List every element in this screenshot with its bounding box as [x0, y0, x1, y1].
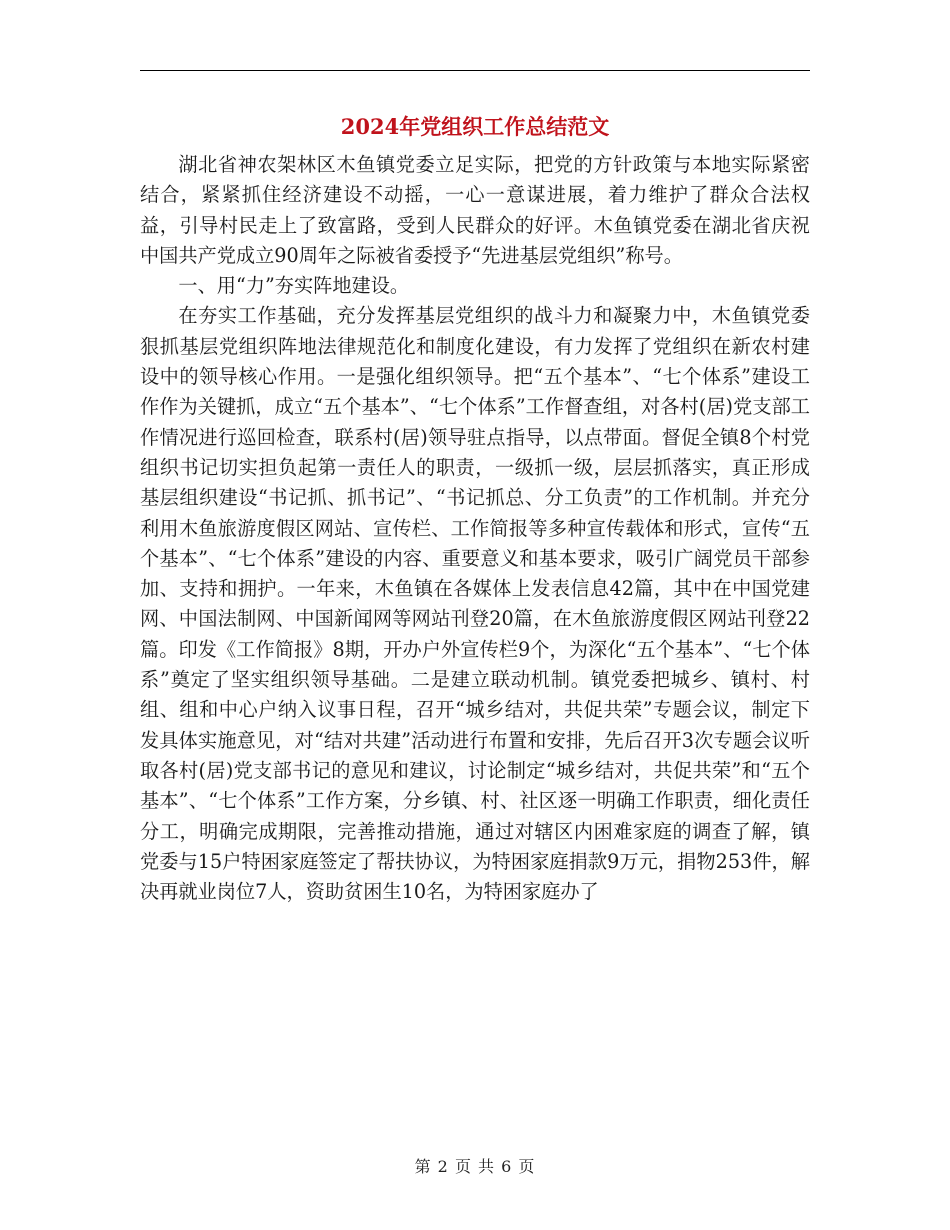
- page-number: 第 2 页 共 6 页: [414, 1157, 536, 1176]
- document-body: [140, 150, 810, 907]
- paragraph-section-1: 在夯实工作基础，充分发挥基层党组织的战斗力和凝聚力中，木鱼镇党委狠抓基层党组织阵地法律规范化和制度化建设，有力发挥了党组织在新农村建设中的领导核心作用。一是强化组织领导。把“五个基本”、“七个体系”建设工作作为关键抓，成立“五个基本”、“七个体系”工作督查组，对各村(居)党支部工作情况进行巡回检查，联系村(居)领导驻点指导，以点带面。督促全镇8个村党组织书记切实担负起第一责任人的职责，一级抓一级，层层抓落实，真正形成基层组织建设“书记抓、抓书记”、“书记抓总、分工负责”的工作机制。并充分利用木鱼旅游度假区网站、宣传栏、工作简报等多种宣传载体和形式，宣传“五个基本”、“七个体系”建设的内容、重要意义和基本要求，吸引广阔党员干部参加、支持和拥护。一年来，木鱼镇在各媒体上发表信息42篇，其中在中国党建网、中国法制网、中国新闻网等网站刊登20篇，在木鱼旅游度假区网站刊登22篇。印发《工作简报》8期，开办户外宣传栏9个，为深化“五个基本”、“七个体系”奠定了坚实组织领导基础。二是建立联动机制。镇党委把城乡、镇村、村组、组和中心户纳入议事日程，召开“城乡结对，共促共荣”专题会议，制定下发具体实施意见，对“结对共建”活动进行布置和安排，先后召开3次专题会议听取各村(居)党支部书记的意见和建议，讨论制定“城乡结对，共促共荣”和“五个基本”、“七个体系”工作方案，分乡镇、村、社区逐一明确工作职责，细化责任分工，明确完成期限，完善推动措施，通过对辖区内困难家庭的调查了解，镇党委与15户特困家庭签定了帮扶协议，为特困家庭捐款9万元，捐物253件，解决再就业岗位7人，资助贫困生10名，为特困家庭办了: [140, 304, 810, 904]
- header-rule: [140, 70, 810, 71]
- paragraph-intro: 湖北省神农架林区木鱼镇党委立足实际，把党的方针政策与本地实际紧密结合，紧紧抓住经济建设不动摇，一心一意谋进展，着力维护了群众合法权益，引导村民走上了致富路，受到人民群众的好评。木鱼镇党委在湖北省庆祝中国共产党成立90周年之际被省委授予“先进基层党组织”称号。: [140, 153, 810, 267]
- document-title: 2024年党组织工作总结范文: [340, 114, 610, 139]
- section-heading-1: 一、用“力”夯实阵地建设。: [178, 274, 410, 298]
